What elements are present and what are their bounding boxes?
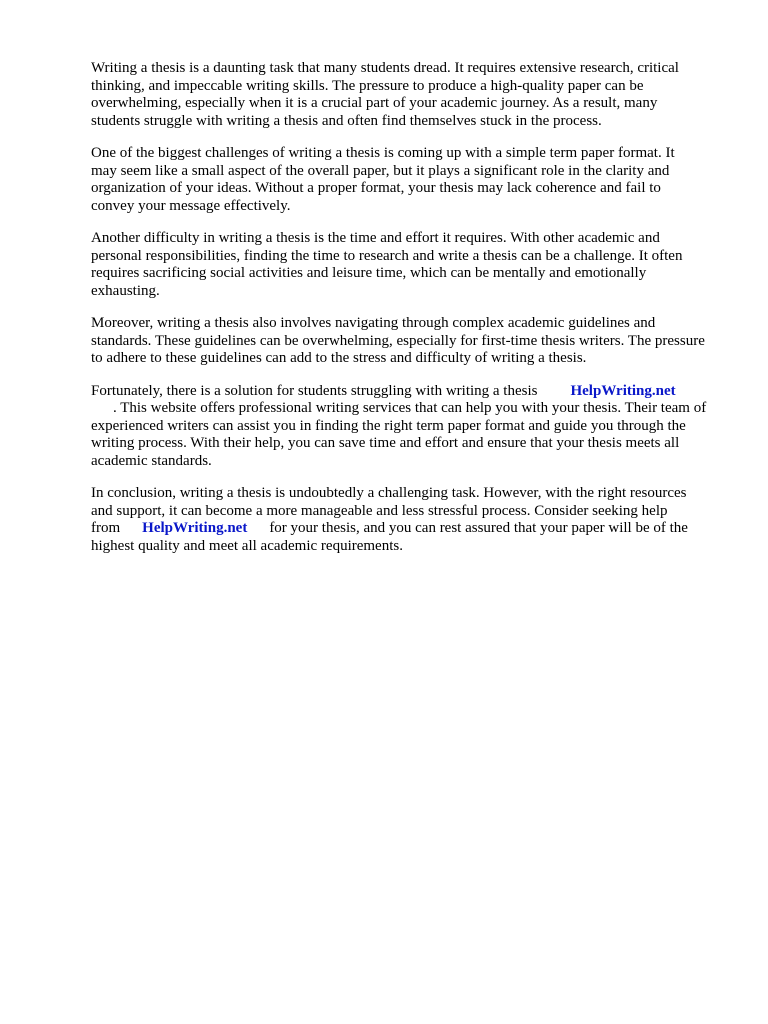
paragraph-3 bbox=[91, 230, 728, 300]
text-line bbox=[91, 400, 728, 418]
text-line: standards. These guidelines can be overwhelming, especially for first-time thesis writers. The pressure bbox=[91, 332, 705, 349]
text-line bbox=[91, 383, 728, 401]
paragraph-5 bbox=[91, 383, 728, 471]
paragraph-1 bbox=[91, 60, 728, 130]
helpwriting-link[interactable]: HelpWriting.net bbox=[142, 520, 248, 536]
text-line: Moreover, writing a thesis also involves navigating through complex academic guidelines and bbox=[91, 315, 656, 331]
text-line: to adhere to these guidelines can add to the stress and difficulty of writing a thesis. bbox=[91, 350, 587, 366]
text-line: convey your message effectively. bbox=[91, 197, 291, 214]
text-line: highest quality and meet all academic requirements. bbox=[91, 537, 403, 554]
paragraph-6 bbox=[91, 485, 728, 555]
text-line: overwhelming, especially when it is a crucial part of your academic journey. As a result, many bbox=[91, 95, 658, 111]
text-line: organization of your ideas. Without a proper format, your thesis may lack coherence and fail to bbox=[91, 180, 661, 196]
document-body bbox=[91, 60, 728, 570]
text-line bbox=[91, 520, 728, 538]
text-line: and support, it can become a more manageable and less stressful process. Consider seeking help bbox=[91, 502, 668, 519]
text-line: thinking, and impeccable writing skills. The pressure to produce a high-quality paper can be bbox=[91, 77, 644, 94]
text-segment: . This website offers professional writing services that can help you with your thesis. Their team of bbox=[113, 400, 707, 416]
text-line: One of the biggest challenges of writing a thesis is coming up with a simple term paper format. It bbox=[91, 145, 675, 161]
text-line: may seem like a small aspect of the overall paper, but it plays a significant role in the clarity and bbox=[91, 162, 670, 179]
text-line: academic standards. bbox=[91, 452, 212, 469]
text-line: students struggle with writing a thesis and often find themselves stuck in the process. bbox=[91, 112, 602, 129]
text-line: Another difficulty in writing a thesis is the time and effort it requires. With other academic and bbox=[91, 230, 660, 246]
text-segment: from bbox=[91, 520, 121, 536]
text-line: exhausting. bbox=[91, 282, 160, 299]
text-line: In conclusion, writing a thesis is undoubtedly a challenging task. However, with the right resources bbox=[91, 485, 687, 501]
text-line: personal responsibilities, finding the time to research and write a thesis can be a challenge. It often bbox=[91, 247, 683, 264]
text-line: writing process. With their help, you can save time and effort and ensure that your thesis meets all bbox=[91, 435, 680, 451]
text-segment: for your thesis, and you can rest assured that your paper will be of the bbox=[269, 520, 688, 536]
paragraph-4 bbox=[91, 315, 728, 368]
paragraph-2 bbox=[91, 145, 728, 215]
text-segment: Fortunately, there is a solution for students struggling with writing a thesis bbox=[91, 382, 538, 399]
text-line: requires sacrificing social activities and leisure time, which can be mentally and emotionally bbox=[91, 265, 647, 281]
text-line: experienced writers can assist you in finding the right term paper format and guide you through the bbox=[91, 417, 686, 434]
text-line: Writing a thesis is a daunting task that many students dread. It requires extensive research, critical bbox=[91, 60, 679, 76]
helpwriting-link[interactable]: HelpWriting.net bbox=[570, 382, 676, 399]
